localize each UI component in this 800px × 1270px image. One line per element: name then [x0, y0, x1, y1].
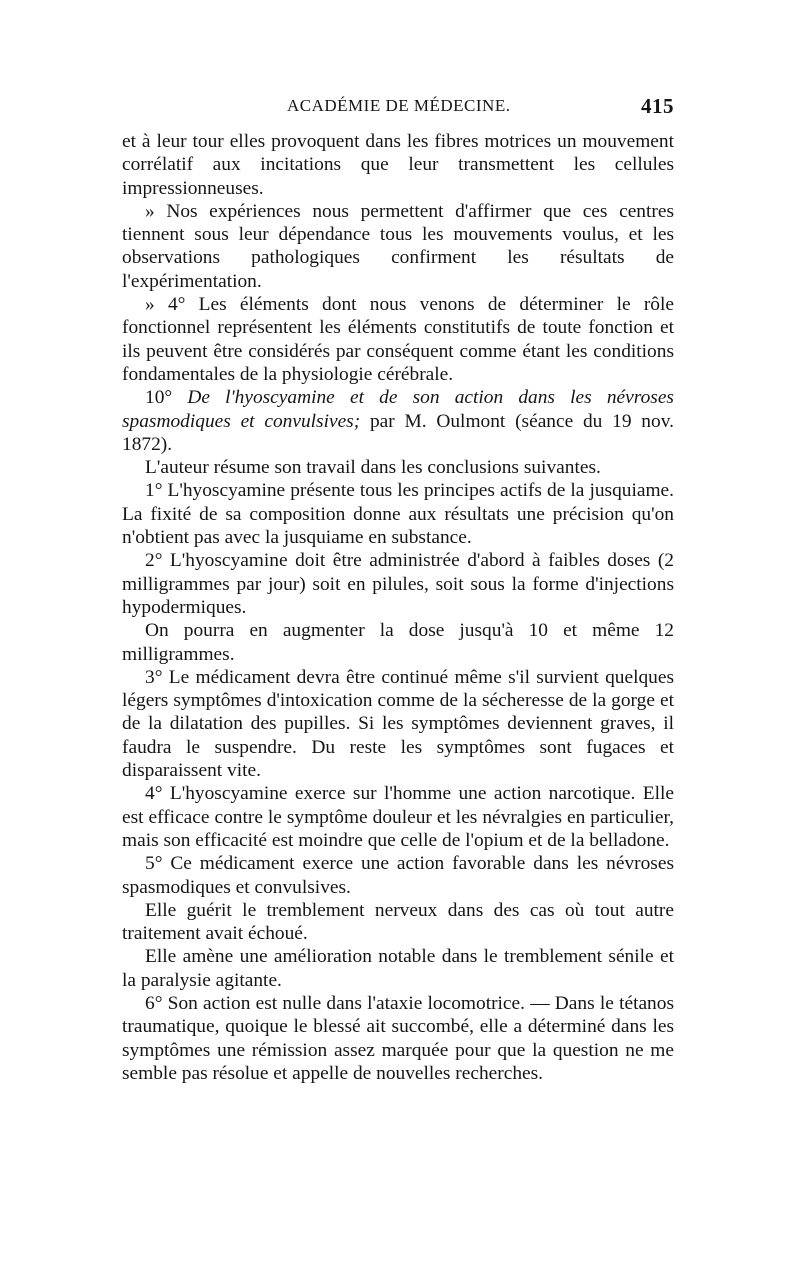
entry-title: De l'hyoscyamine et de son action dans les névroses spasmodiques et convulsives; — [122, 387, 674, 432]
conclusion-5: 5° Ce médicament exerce une action favorable dans les névroses spasmodiques et convulsives. — [122, 853, 674, 898]
paragraph: et à leur tour elles provoquent dans les fibres motrices un mouvement corrélatif aux incitations que leur transmettent les cellules impressionneuses. — [122, 131, 674, 199]
entry-author-session: par M. Oulmont (séance du 19 nov. 1872). — [122, 410, 674, 455]
paragraph: On pourra en augmenter la dose jusqu'à 10 et même 12 milligrammes. — [122, 620, 674, 665]
page-number: 415 — [641, 94, 674, 118]
running-title: ACADÉMIE DE MÉDECINE. — [287, 96, 511, 115]
paragraph: » 4° Les éléments dont nous venons de déterminer le rôle fonctionnel représentent les éléments constitutifs de toute fonction et ils peuvent être considérés par conséquent comme étant les conditions fondamentales de la physiologie cérébrale. — [122, 294, 674, 385]
entry-heading — [122, 386, 674, 456]
paragraph: Elle guérit le tremblement nerveux dans des cas où tout autre traitement avait échoué. — [122, 899, 674, 945]
conclusion-4: 4° L'hyoscyamine exerce sur l'homme une action narcotique. Elle est efficace contre le symptôme douleur et les névralgies en particulier, mais son efficacité est moindre que celle de l'opium et de la belladone. — [122, 783, 674, 851]
conclusion-6: 6° Son action est nulle dans l'ataxie locomotrice. — Dans le tétanos traumatique, quoique le blessé ait succombé, elle a déterminé dans les symptômes une rémission assez marquée pour que la question ne me semble pas résolue et appelle de nouvelles recherches. — [122, 992, 674, 1084]
page-header — [122, 96, 674, 130]
conclusion-3: 3° Le médicament devra être continué même s'il survient quelques légers symptômes d'intoxication comme de la sécheresse de la gorge et de la dilatation des pupilles. Si les symptômes deviennent graves, il faudra le suspendre. Du reste les symptômes sont fugaces et disparaissent vite. — [122, 666, 674, 782]
entry-number: 10° — [145, 387, 173, 409]
paragraph: » Nos expériences nous permettent d'affirmer que ces centres tiennent sous leur dépendance tous les mouvements voulus, et les observations pathologiques confirment les résultats de l'expérimentation. — [122, 200, 674, 292]
conclusion-2: 2° L'hyoscyamine doit être administrée d'abord à faibles doses (2 milligrammes par jour) soit en pilules, soit sous la forme d'injections hypodermiques. — [122, 550, 674, 618]
body-text — [122, 130, 674, 1085]
book-page — [122, 96, 674, 1085]
conclusion-1: 1° L'hyoscyamine présente tous les principes actifs de la jusquiame. La fixité de sa composition donne aux résultats une précision qu'on n'obtient pas avec la jusquiame en substance. — [122, 480, 674, 549]
paragraph: Elle amène une amélioration notable dans le tremblement sénile et la paralysie agitante. — [122, 946, 674, 991]
paragraph: L'auteur résume son travail dans les conclusions suivantes. — [145, 457, 601, 479]
